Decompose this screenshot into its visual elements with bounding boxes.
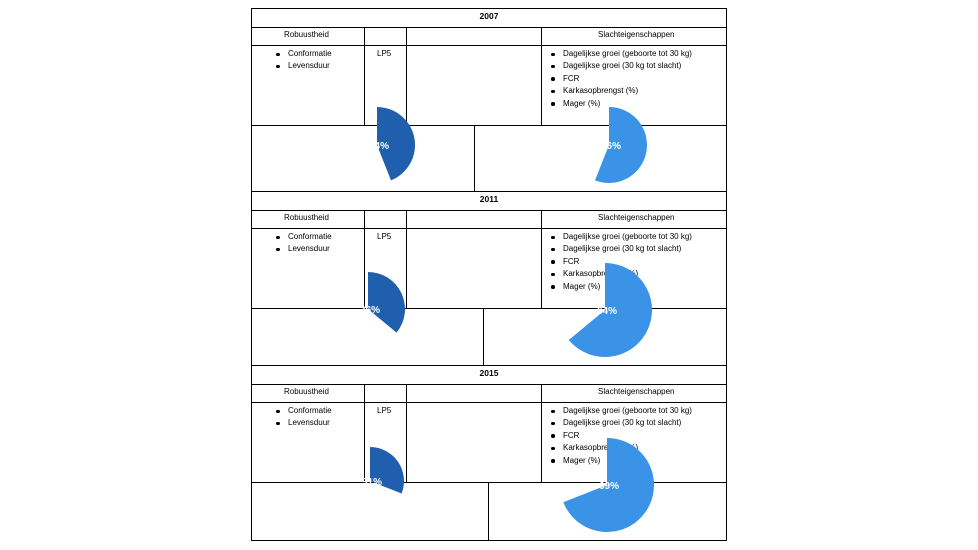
slaughter-item: Karkasopbrengst (%) xyxy=(563,443,639,453)
slaughter-item: Dagelijkse groei (30 kg tot slacht) xyxy=(563,61,682,71)
robustness-share-label: 31% xyxy=(361,477,383,488)
lp5-label: LP5 xyxy=(377,232,392,241)
slaughter-share-label: 64% xyxy=(596,306,618,317)
robustness-item: Levensduur xyxy=(288,61,330,71)
slaughter-item: Karkasopbrengst (%) xyxy=(563,269,639,279)
slaughter-item: Dagelijkse groei (30 kg tot slacht) xyxy=(563,244,682,254)
slaughter-header: Slachteigenschappen xyxy=(598,30,675,39)
slaughter-share-label: 56% xyxy=(600,141,622,152)
slaughter-item: FCR xyxy=(563,256,580,266)
year-heading: 2007 xyxy=(479,11,499,21)
robustness-share-label: 36% xyxy=(359,305,381,316)
slaughter-item: Mager (%) xyxy=(563,98,601,108)
share-wedges xyxy=(251,8,727,541)
robustness-header: Robuustheid xyxy=(284,387,329,396)
slaughter-item: Mager (%) xyxy=(563,281,601,291)
lp5-label: LP5 xyxy=(377,49,392,58)
robustness-item: Levensduur xyxy=(288,418,330,428)
robustness-header: Robuustheid xyxy=(284,30,329,39)
slaughter-item: Karkasopbrengst (%) xyxy=(563,86,639,96)
slaughter-item: Dagelijkse groei (geboorte tot 30 kg) xyxy=(563,49,692,58)
robustness-share-label: 44% xyxy=(368,141,390,152)
slaughter-item: Mager (%) xyxy=(563,455,601,465)
robustness-header: Robuustheid xyxy=(284,213,329,222)
slaughter-item: Dagelijkse groei (geboorte tot 30 kg) xyxy=(563,406,692,415)
robustness-share-wedge xyxy=(368,272,405,333)
slaughter-item: Dagelijkse groei (30 kg tot slacht) xyxy=(563,418,682,428)
document-table xyxy=(251,8,727,541)
robustness-item: Levensduur xyxy=(288,244,330,254)
slaughter-item: FCR xyxy=(563,430,580,440)
slaughter-header: Slachteigenschappen xyxy=(598,213,675,222)
slaughter-item: Dagelijkse groei (geboorte tot 30 kg) xyxy=(563,232,692,241)
slaughter-share-label: 69% xyxy=(598,481,620,492)
robustness-item: Conformatie xyxy=(288,49,332,58)
robustness-item: Conformatie xyxy=(288,232,332,241)
slaughter-header: Slachteigenschappen xyxy=(598,387,675,396)
year-heading: 2015 xyxy=(479,368,499,378)
year-heading: 2011 xyxy=(479,194,499,204)
slaughter-item: FCR xyxy=(563,73,580,83)
robustness-item: Conformatie xyxy=(288,406,332,415)
lp5-label: LP5 xyxy=(377,406,392,415)
